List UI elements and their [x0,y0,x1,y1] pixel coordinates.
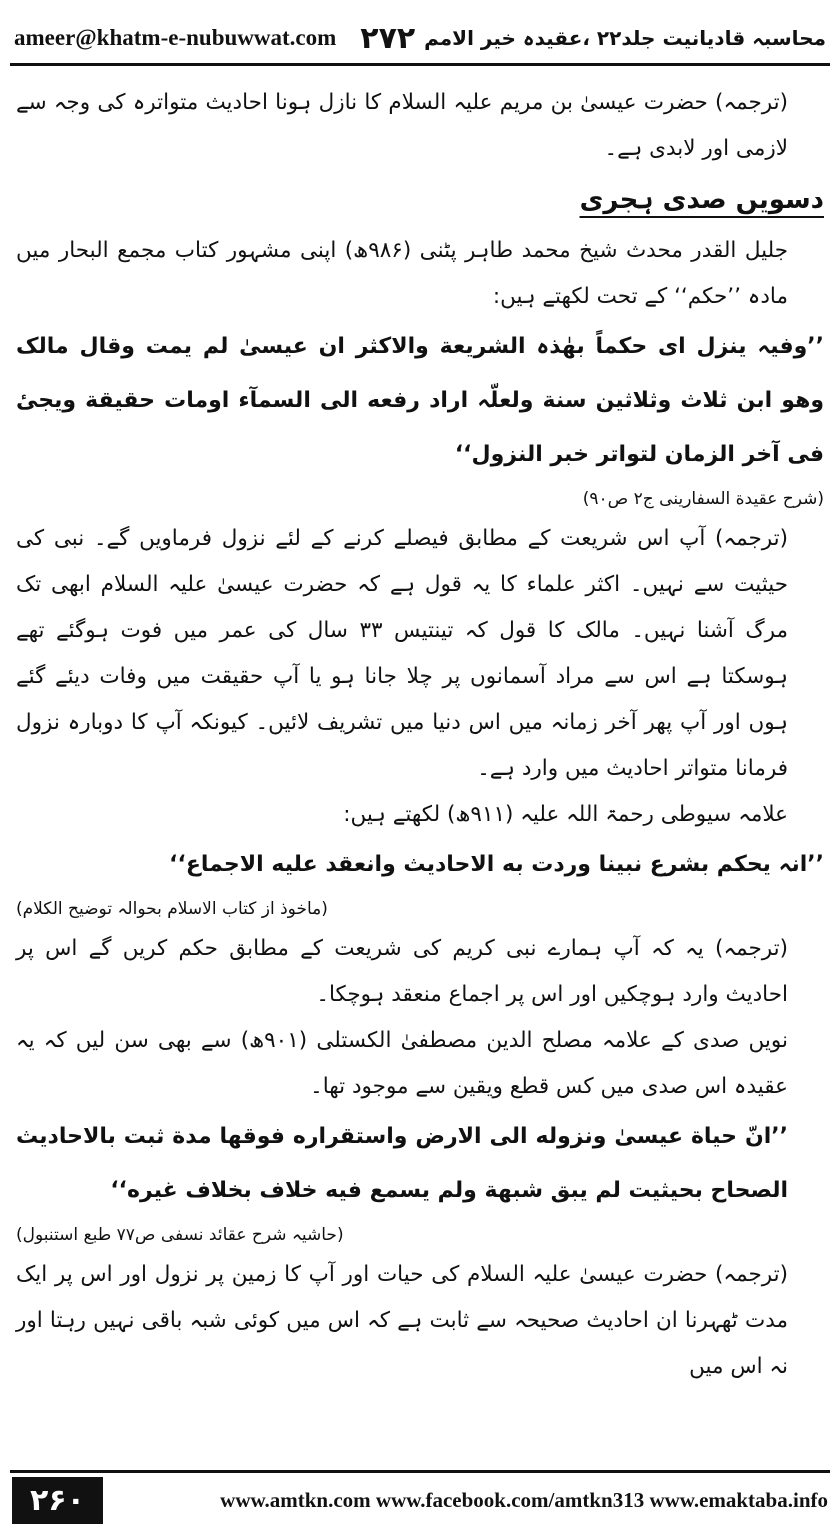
section-heading: دسویں صدی ہجری [579,185,824,215]
header-title: محاسبہ قادیانیت جلد۲۲ ،عقیدہ خیر الامم [424,26,826,50]
header-left [14,21,415,56]
intro-paragraph-suyuti: علامہ سیوطی رحمۃ اللہ علیہ (۹۱۱ھ) لکھتے ہیں: [343,802,788,827]
intro-paragraph-tahir-patni: جلیل القدر محدث شیخ محمد طاہر پٹنی (۹۸۶ھ) اپنی مشہور کتاب مجمع البحار میں مادہ ’’حکم‘‘ کے تحت لکھتے ہیں: [16,238,788,309]
arabic-quote-2: ’’انہ یحکم بشرع نبینا وردت به الاحادیث وانعقد علیه الاجماع‘‘ [169,852,824,877]
translation-paragraph-4: (ترجمہ) حضرت عیسیٰ علیہ السلام کی حیات اور آپ کا زمین پر نزول اور اس پر ایک مدت ٹھہرنا ان احادیث صحیحہ سے ثابت ہے کہ اس میں کوئی شبہ باقی نہیں رہتا اور نہ اس میں [16,1262,788,1379]
reference-2: (ماخوذ از کتاب الاسلام بحوالہ توضیح الکلام) [16,899,328,919]
page-footer [0,1460,840,1540]
arabic-quote-3: ’’انّ حیاة عیسیٰ ونزوله الی الارض واستقراره فوقھا مدة ثبت بالاحادیث الصحاح بحیثیت لم یبق شبھة ولم یسمع فیه خلاف بخلاف غیره‘‘ [16,1124,788,1203]
page-header [0,0,840,76]
footer-links: www.amtkn.com www.facebook.com/amtkn313 www.emaktaba.info [220,1487,828,1512]
arabic-quote-1: ’’وفیہ ینزل ای حکماً بھٰذہ الشریعة والاکثر ان عیسیٰ لم یمت وقال مالک وھو ابن ثلاث وثلاثین سنة ولعلّہ اراد رفعه الی السمآء اومات حقیقة ویجیٔ فی آخر الزمان لتواتر خبر النزول‘‘ [16,334,824,467]
reference-1: (شرح عقیدة السفارینی ج۲ ص۹۰) [582,489,824,509]
page-body [16,80,824,1456]
translation-paragraph-3: (ترجمہ) یہ کہ آپ ہمارے نبی کریم کی شریعت کے مطابق حکم کریں گے اس پر احادیث وارد ہوچکیں اور اس پر اجماع منعقد ہوچکا۔ [16,936,788,1007]
reference-3: (حاشیہ شرح عقائد نسفی ص۷۷ طبع استنبول) [16,1225,344,1245]
footer-page-number: ۲۶۰ [12,1477,103,1524]
translation-paragraph-1: (ترجمہ) حضرت عیسیٰ بن مریم علیہ السلام کا نازل ہونا احادیث متواترہ کی وجہ سے لازمی اور لابدی ہے۔ [16,90,788,161]
header-email: ameer@khatm-e-nubuwwat.com [14,25,337,50]
translation-paragraph-2: (ترجمہ) آپ اس شریعت کے مطابق فیصلے کرنے کے لئے نزول فرماویں گے۔ نبی کی حیثیت سے نہیں۔ اکثر علماء کا یہ قول ہے کہ حضرت عیسیٰ علیہ السلام ابھی تک مرگ آشنا نہیں۔ مالک کا قول کہ تینتیس ۳۳ سال کی عمر میں فوت ہوگئے تھے ہوسکتا ہے اس سے مراد آسمانوں پر چلا جانا ہو یا آپ حقیقت میں وفات دیئے گئے ہوں اور آپ پھر آخر زمانہ میں اس دنیا میں تشریف لائیں۔ کیونکہ آپ کا دوبارہ نزول فرمانا متواتر احادیث میں وارد ہے۔ [16,526,789,781]
intro-paragraph-kastali: نویں صدی کے علامہ مصلح الدین مصطفیٰ الکستلی (۹۰۱ھ) سے بھی سن لیں کہ یہ عقیدہ اس صدی میں کس قطع ویقین سے موجود تھا۔ [16,1028,788,1099]
header-page-number: ۲۷۲ [360,20,416,56]
